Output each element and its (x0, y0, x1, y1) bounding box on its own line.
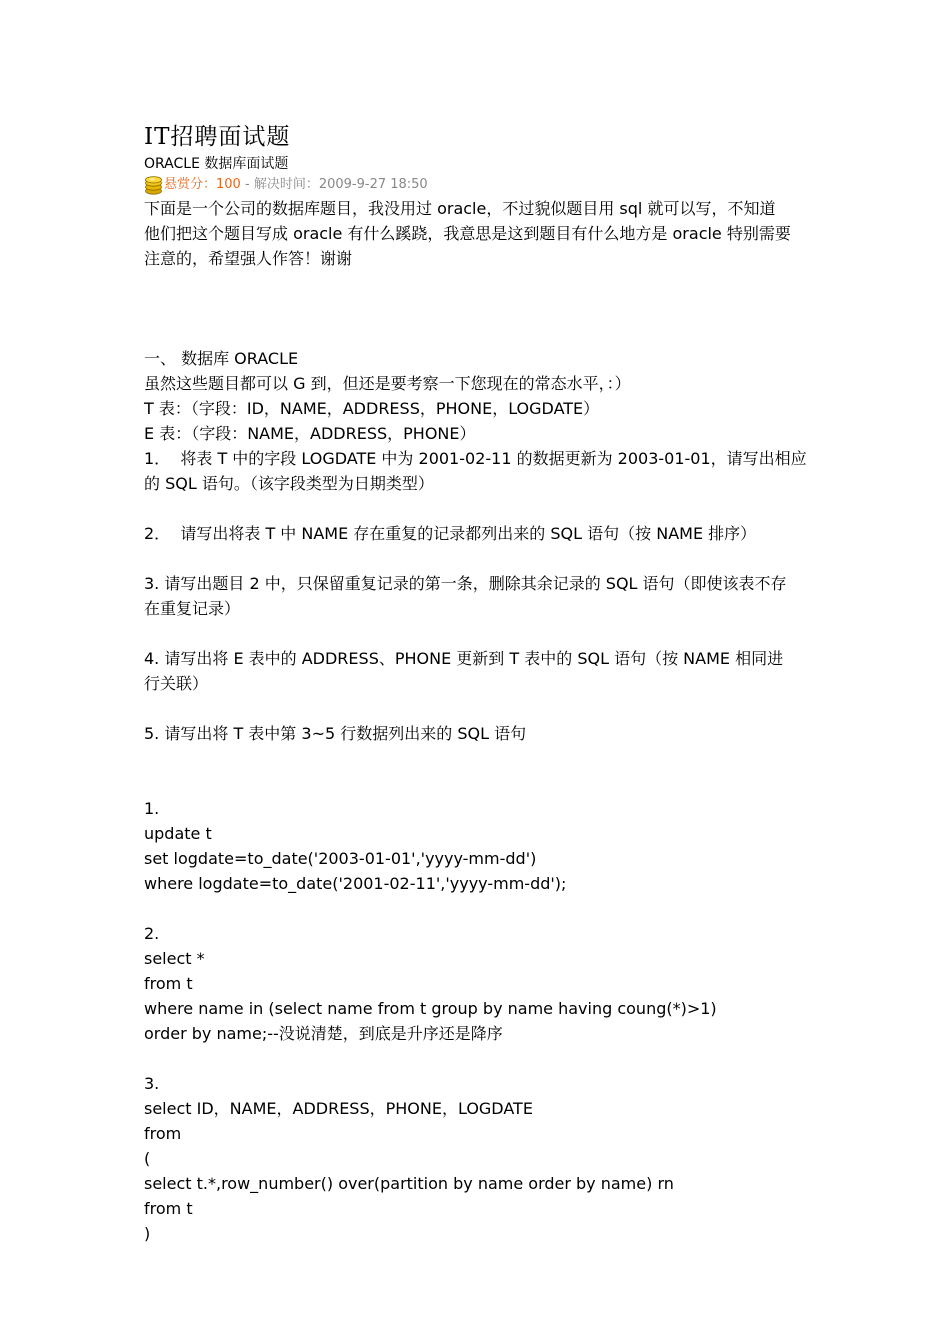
document-title: IT招聘面试题 (144, 124, 291, 150)
section-intro: 虽然这些题目都可以 G 到，但还是要考察一下您现在的常态水平，：） (144, 374, 631, 393)
exam-question-1: 1． 将表 T 中的字段 LOGDATE 中为 2001-02-11 的数据更新为 2003-01-01，请写出相应 (144, 449, 807, 468)
answer-2-line: order by name;--没说清楚，到底是升序还是降序 (144, 1024, 503, 1043)
table-e-definition: E 表：（字段：NAME，ADDRESS，PHONE） (144, 424, 476, 443)
exam-question-5: 5. 请写出将 T 表中第 3~5 行数据列出来的 SQL 语句 (144, 724, 527, 743)
answer-3-line: from (144, 1124, 182, 1143)
answer-2-line: where name in (select name from t group by name having coung(*)>1) (144, 999, 717, 1018)
question-line: 注意的，希望强人作答！谢谢 (144, 249, 353, 268)
answer-2-line: from t (144, 974, 193, 993)
answer-3-line: ( (144, 1149, 151, 1168)
answer-3-line: 3. (144, 1074, 160, 1093)
answer-3-line: from t (144, 1199, 193, 1218)
question-meta (144, 174, 814, 196)
answer-1-line: set logdate=to_date('2003-01-01','yyyy-mm-dd') (144, 849, 537, 868)
document-body (144, 196, 814, 1246)
reward-value: 100 (216, 177, 241, 192)
answer-3-line: ) (144, 1224, 151, 1243)
meta-separator: - (240, 177, 254, 192)
exam-question-3: 3. 请写出题目 2 中，只保留重复记录的第一条，删除其余记录的 SQL 语句（即使该表不存 (144, 574, 787, 593)
document-subtitle: ORACLE 数据库面试题 (144, 156, 289, 172)
answer-3-line: select t.*,row_number() over(partition by name order by name) rn (144, 1174, 674, 1193)
document-content (144, 120, 814, 1246)
answer-1-line: 1. (144, 799, 160, 818)
resolve-time-label: 解决时间： (253, 177, 319, 192)
resolve-time-value: 2009-9-27 18:50 (318, 177, 428, 192)
table-t-definition: T 表：（字段：ID，NAME，ADDRESS，PHONE，LOGDATE） (144, 399, 600, 418)
answer-3-line: select ID，NAME，ADDRESS，PHONE，LOGDATE (144, 1099, 533, 1118)
exam-question-2: 2． 请写出将表 T 中 NAME 存在重复的记录都列出来的 SQL 语句（按 NAME 排序） (144, 524, 757, 543)
exam-question-4: 行关联） (144, 674, 209, 693)
reward-label: 悬赏分： (164, 177, 217, 192)
question-line: 他们把这个题目写成 oracle 有什么蹊跷，我意思是这到题目有什么地方是 oracle 特别需要 (144, 224, 791, 243)
gold-coins-icon (144, 176, 163, 195)
answer-2-line: select * (144, 949, 205, 968)
exam-question-4: 4. 请写出将 E 表中的 ADDRESS、PHONE 更新到 T 表中的 SQL 语句（按 NAME 相同进 (144, 649, 784, 668)
exam-question-1: 的 SQL 语句。（该字段类型为日期类型） (144, 474, 434, 493)
section-heading: 一、 数据库 ORACLE (144, 349, 299, 368)
question-line: 下面是一个公司的数据库题目，我没用过 oracle，不过貌似题目用 sql 就可以写，不知道 (144, 199, 776, 218)
answer-1-line: where logdate=to_date('2001-02-11','yyyy-mm-dd'); (144, 874, 567, 893)
answer-2-line: 2. (144, 924, 160, 943)
answer-1-line: update t (144, 824, 212, 843)
exam-question-3: 在重复记录） (144, 599, 241, 618)
